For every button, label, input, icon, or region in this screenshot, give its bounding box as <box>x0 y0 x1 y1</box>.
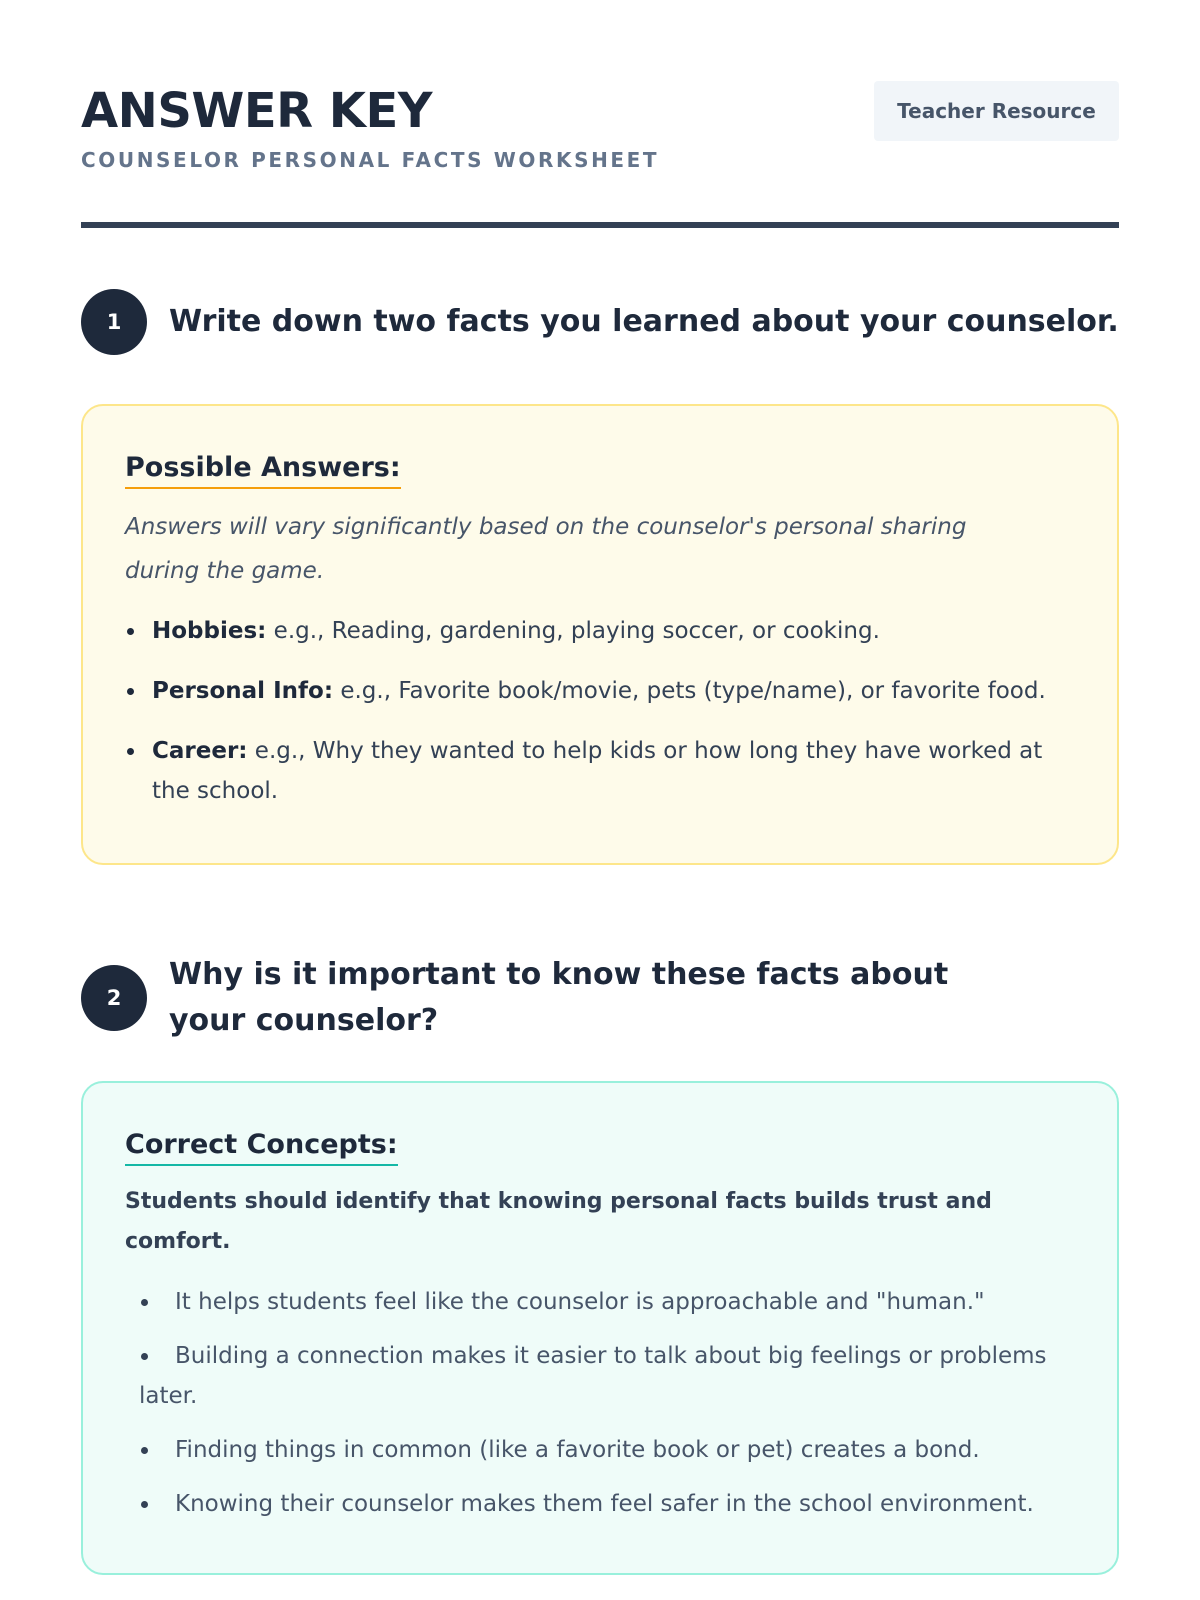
list-item: Finding things in common (like a favorite book or pet) creates a bond. <box>139 1430 1075 1470</box>
box-heading: Correct Concepts: <box>125 1127 398 1166</box>
list-item <box>125 671 1075 711</box>
possible-answers-box <box>81 404 1119 865</box>
header-divider <box>81 222 1119 228</box>
answer-list <box>125 611 1075 811</box>
item-term: Personal Info: <box>152 678 334 704</box>
item-term: Hobbies: <box>152 618 267 644</box>
item-text: e.g., Favorite book/movie, pets (type/name), or favorite food. <box>333 678 1046 704</box>
concept-list <box>125 1282 1075 1524</box>
box-heading: Possible Answers: <box>125 450 401 489</box>
correct-concepts-box <box>81 1081 1119 1575</box>
answer-note: Answers will vary significantly based on the counselor's personal sharing during the game. <box>125 514 967 584</box>
page-header <box>81 0 1119 230</box>
list-item: It helps students feel like the counselor is approachable and "human." <box>139 1282 1075 1322</box>
question-1 <box>81 289 1119 355</box>
list-item: Building a connection makes it easier to talk about big feelings or problems later. <box>139 1336 1075 1416</box>
page-title: ANSWER KEY <box>81 83 433 139</box>
question-number-badge: 2 <box>81 965 147 1031</box>
page-subtitle: COUNSELOR PERSONAL FACTS WORKSHEET <box>81 148 660 172</box>
question-text: Write down two facts you learned about your counselor. <box>169 304 1119 339</box>
list-item <box>125 731 1045 811</box>
question-text: Why is it important to know these facts about your counselor? <box>169 957 949 1038</box>
teacher-resource-badge: Teacher Resource <box>874 81 1119 141</box>
concept-lead: Students should identify that knowing personal facts builds trust and comfort. <box>125 1189 992 1254</box>
question-number-badge: 1 <box>81 289 147 355</box>
question-2 <box>81 952 1119 1044</box>
item-term: Career: <box>152 738 248 764</box>
list-item: Knowing their counselor makes them feel safer in the school environment. <box>139 1484 1075 1524</box>
item-text: e.g., Reading, gardening, playing soccer, or cooking. <box>266 618 880 644</box>
list-item <box>125 611 1075 651</box>
item-text: e.g., Why they wanted to help kids or how long they have worked at the school. <box>152 738 1043 804</box>
